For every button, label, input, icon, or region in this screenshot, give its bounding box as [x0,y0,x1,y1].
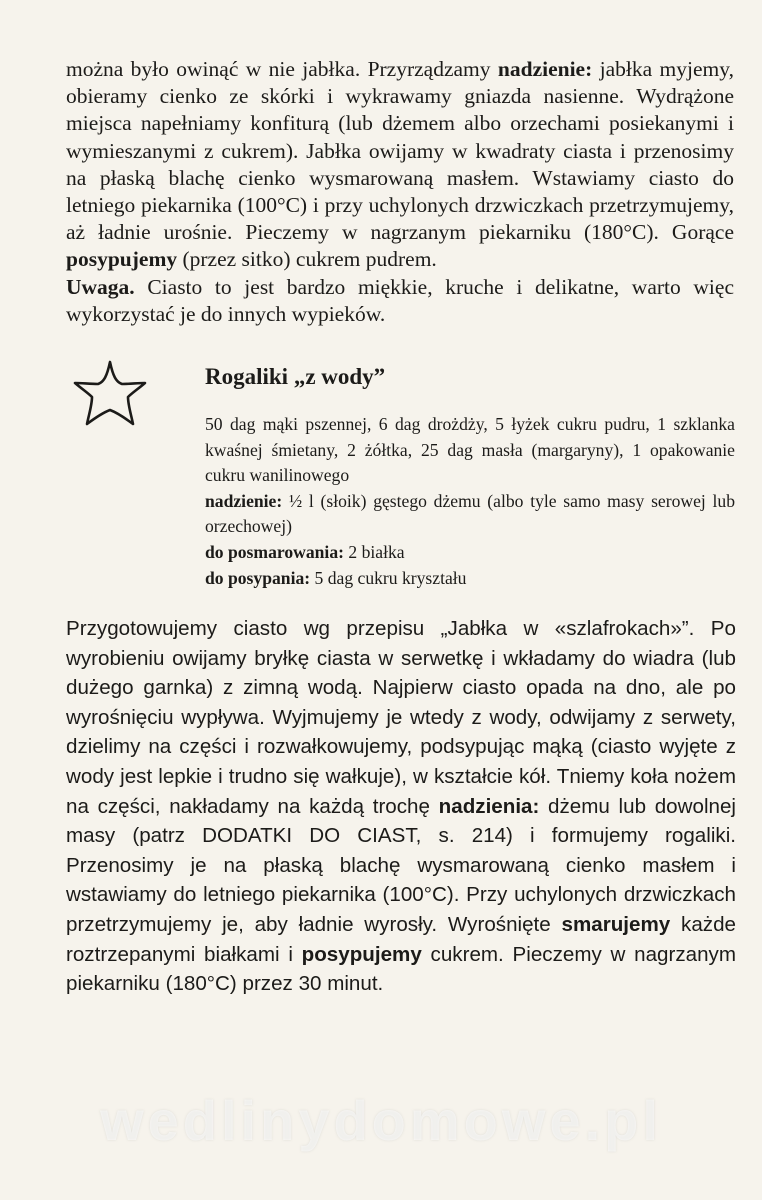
ingredients-list: 50 dag mąki pszennej, 6 dag drożdży, 5 łyżek cukru pudru, 1 szklanka kwaśnej śmietany, 2 żółtka, 25 dag masła (margaryny), 1 opakowanie cukru wanilinowego [205,414,735,486]
method-section [66,614,736,999]
filling-label: nadzienie: [205,490,283,511]
note-paragraph [66,274,734,328]
intro-paragraph [66,56,734,274]
sprinkle-label: do posypania: [205,567,311,588]
intro-bold-sprinkle: posypujemy [66,247,178,272]
sprinkle-text: 5 dag cukru kryształu [310,567,467,588]
brush-text: 2 białka [343,541,405,562]
method-paragraph [66,614,736,999]
method-text-1: Przygotowujemy ciasto wg przepisu „Jabłka w «szlafrokach»”. Po wyrobieniu owijamy bryłkę ciasta w serwetkę i wkładamy do wiadra (lub dużego garnka) z zimną wodą. Najpierw ciasto opada na dno, ale po wyrośnięciu wypływa. Wyjmujemy je wtedy z wody, odwijamy z serwety, dzielimy na części i rozwałkowujemy, podsypując mąką (ciasto wyjęte z wody jest lepkie i trudno się wałkuje), w kształcie kół. Tniemy koła nożem na części, nakładamy na każdą trochę [66,617,736,818]
brush-label: do posmarowania: [205,541,344,562]
method-text-3: każde roztrzepanymi białkami i [66,912,736,966]
method-bold-sprinkle: posypujemy [301,942,422,966]
star-icon [72,358,148,428]
intro-text-3: (przez sitko) cukrem pudrem. [177,247,437,272]
recipe-title: Rogaliki „z wody” [205,364,386,389]
watermark: wedlinydomowe.pl [100,1089,662,1152]
intro-section [66,56,734,328]
intro-text-1: można było owinąć w nie jabłka. Przyrządzamy [66,57,498,81]
brush-line [205,540,735,566]
method-bold-filling: nadzienia: [438,794,540,818]
intro-bold-filling: nadzienie: [497,57,593,81]
sprinkle-line [205,566,735,592]
method-text-2: dżemu lub dowolnej masy (patrz DODATKI DO CIAST, s. 214) i formujemy rogaliki. Przenosimy je na płaską blachę wysmarowaną cienko masłem i wstawiamy do letniego piekarnika (100°C). Przy uchylonych drzwiczkach przetrzymujemy je, aby ładnie wyrosły. Wyrośnięte [66,794,736,936]
method-bold-brush: smarujemy [561,912,671,936]
filling-line [205,489,735,540]
note-label: Uwaga. [66,274,135,299]
method-text-4: cukrem. Pieczemy w nagrzanym piekarniku (180°C) przez 30 minut. [66,942,736,996]
ingredients-section [205,412,735,591]
filling-text: ½ l (słoik) gęstego dżemu (albo tyle samo masy serowej lub orzechowej) [205,490,735,537]
note-text: Ciasto to jest bardzo miękkie, kruche i delikatne, warto więc wykorzystać je do innych wypieków. [66,274,734,326]
intro-text-2: jabłka myjemy, obieramy cienko ze skórki i wykrawamy gniazda nasienne. Wydrążone miejsca napełniamy konfiturą (lub dżemem albo orzechami posiekanymi i wymieszanymi z cukrem). Jabłka owijamy w kwadraty ciasta i przenosimy na płaską blachę cienko wysmarowaną masłem. Wstawiamy ciasto do letniego piekarnika (100°C) i przy uchylonych drzwiczkach przetrzymujemy, aż ładnie urośnie. Pieczemy w nagrzanym piekarniku (180°C). Gorące [66,57,734,245]
